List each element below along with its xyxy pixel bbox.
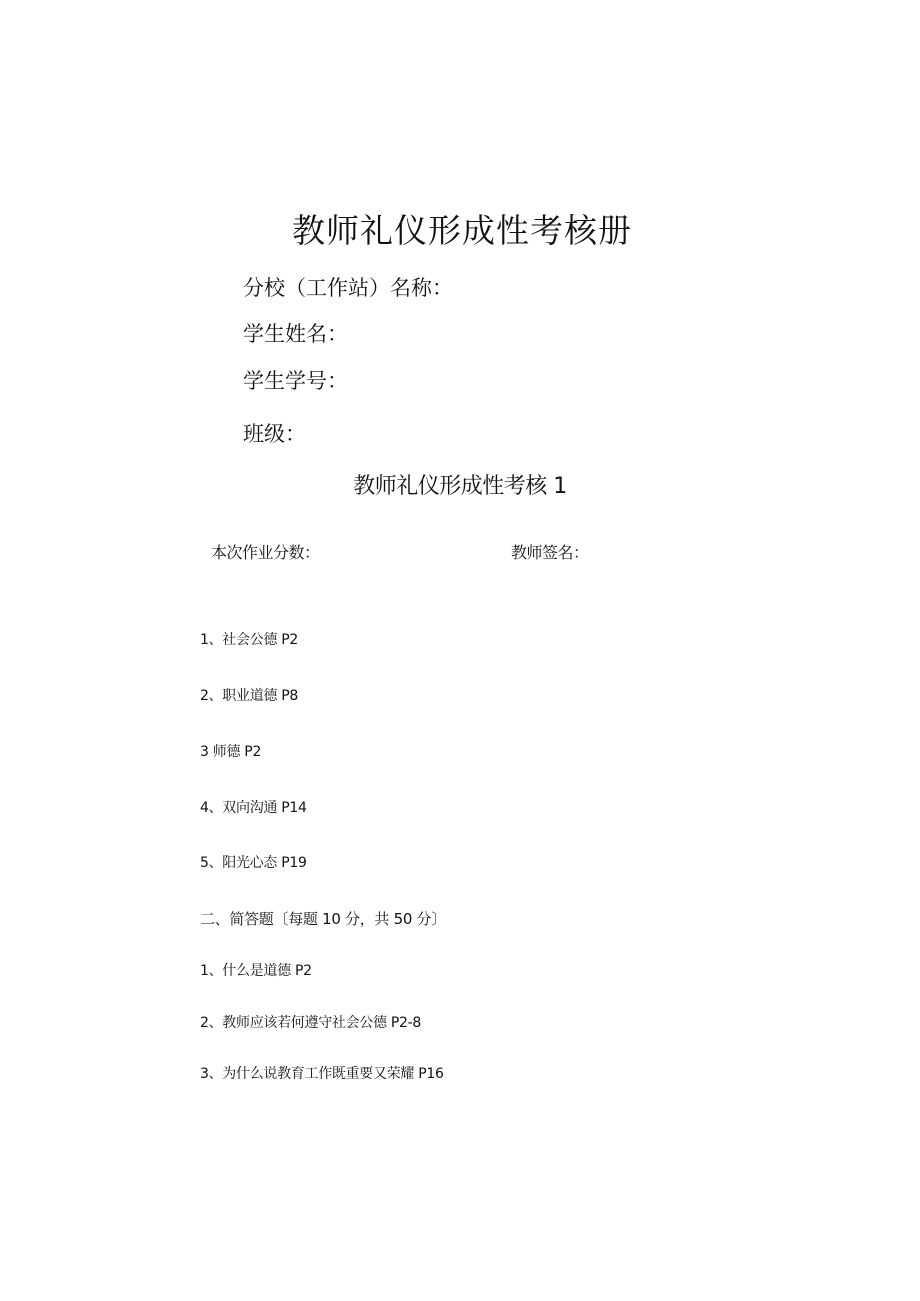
main-title: 教师礼仪形成性考核册 <box>292 211 632 250</box>
teacher-signature-label: 教师签名： <box>511 543 589 562</box>
list-item: 3、为什么说教育工作既重要又荣耀 P16 <box>200 1066 444 1082</box>
student-name-field: 学生姓名： <box>243 322 348 346</box>
list-item: 2、教师应该若何遵守社会公德 P2-8 <box>200 1015 421 1031</box>
score-label: 本次作业分数： <box>211 543 320 562</box>
list-item: 1、什么是道德 P2 <box>200 963 312 979</box>
section-heading: 二、简答题〔每题 10 分，共 50 分〕 <box>200 910 446 928</box>
list-item: 4、双向沟通 P14 <box>200 800 307 816</box>
list-item: 2、职业道德 P8 <box>200 688 299 704</box>
list-item: 1、社会公德 P2 <box>200 632 299 648</box>
class-field: 班级： <box>243 422 306 446</box>
student-id-field: 学生学号： <box>243 369 348 393</box>
school-name-field: 分校（工作站）名称： <box>243 276 453 300</box>
list-item: 5、阳光心态 P19 <box>200 855 307 871</box>
list-item: 3 师德 P2 <box>200 744 262 760</box>
assignment-title: 教师礼仪形成性考核 1 <box>353 474 567 499</box>
